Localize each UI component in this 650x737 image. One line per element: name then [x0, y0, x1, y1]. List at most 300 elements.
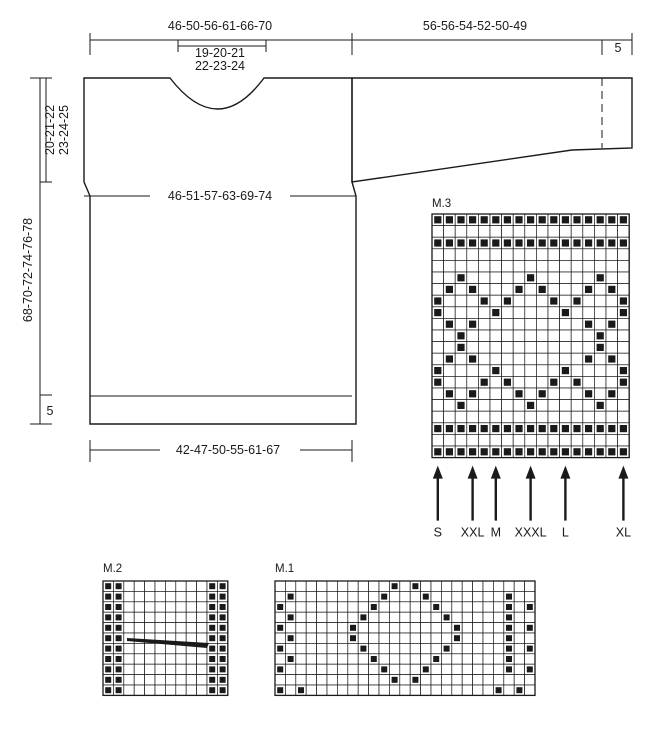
grid-cell [478, 318, 490, 330]
filled-stitch [539, 390, 546, 397]
grid-cell [197, 623, 207, 633]
filled-stitch [550, 297, 557, 304]
grid-cell [493, 664, 503, 674]
grid-cell [134, 654, 144, 664]
grid-cell [400, 612, 410, 622]
filled-stitch [209, 614, 215, 620]
grid-cell [165, 685, 175, 695]
grid-cell [155, 664, 165, 674]
grid-cell [493, 591, 503, 601]
grid-cell [618, 353, 630, 365]
grid-cell [455, 411, 467, 423]
grid-cell [197, 654, 207, 664]
grid-cell [369, 581, 379, 591]
filled-stitch [454, 625, 460, 631]
grid-cell [275, 654, 285, 664]
grid-cell [467, 434, 479, 446]
grid-cell [306, 654, 316, 664]
filled-stitch [562, 425, 569, 432]
grid-cell [431, 623, 441, 633]
filled-stitch [434, 297, 441, 304]
filled-stitch [539, 216, 546, 223]
filled-stitch [105, 635, 111, 641]
filled-stitch [620, 309, 627, 316]
filled-stitch [371, 656, 377, 662]
grid-cell [134, 602, 144, 612]
grid-cell [571, 353, 583, 365]
grid-cell [455, 376, 467, 388]
grid-cell [583, 295, 595, 307]
filled-stitch [381, 666, 387, 672]
filled-stitch [504, 448, 511, 455]
grid-cell [467, 272, 479, 284]
size-marker-arrow-head [468, 466, 478, 479]
grid-cell [525, 591, 535, 601]
grid-cell [421, 675, 431, 685]
total-length-label: 68-70-72-74-76-78 [21, 217, 35, 323]
grid-cell [441, 602, 451, 612]
grid-cell [348, 685, 358, 695]
grid-cell [483, 664, 493, 674]
grid-cell [536, 307, 548, 319]
filled-stitch [209, 666, 215, 672]
grid-cell [502, 365, 514, 377]
grid-cell [594, 365, 606, 377]
filled-stitch [105, 646, 111, 652]
grid-cell [455, 434, 467, 446]
filled-stitch [597, 425, 604, 432]
grid-cell [548, 272, 560, 284]
grid-cell [514, 633, 524, 643]
grid-cell [444, 272, 456, 284]
size-marker-label: M [490, 525, 502, 540]
grid-cell [502, 249, 514, 261]
grid-cell [502, 388, 514, 400]
size-marker-arrow-head [526, 466, 536, 479]
grid-cell [431, 581, 441, 591]
grid-cell [285, 643, 295, 653]
grid-cell [165, 612, 175, 622]
filled-stitch [515, 216, 522, 223]
grid-cell [478, 388, 490, 400]
grid-cell [285, 602, 295, 612]
filled-stitch [116, 646, 122, 652]
grid-cell [513, 307, 525, 319]
chart-m3-size-markers [433, 466, 631, 540]
grid-cell [571, 318, 583, 330]
filled-stitch [527, 666, 533, 672]
grid-cell [490, 330, 502, 342]
filled-stitch [562, 216, 569, 223]
grid-cell [536, 226, 548, 238]
grid-cell [410, 685, 420, 695]
grid-cell [431, 643, 441, 653]
grid-cell [337, 675, 347, 685]
size-marker-label: L [561, 525, 569, 540]
grid-cell [536, 411, 548, 423]
grid-cell [124, 643, 134, 653]
grid-cell [504, 675, 514, 685]
grid-cell [410, 612, 420, 622]
grid-cell [306, 685, 316, 695]
grid-cell [441, 633, 451, 643]
filled-stitch [573, 297, 580, 304]
grid-cell [306, 602, 316, 612]
grid-cell [606, 226, 618, 238]
filled-stitch [469, 321, 476, 328]
filled-stitch [550, 239, 557, 246]
filled-stitch [506, 666, 512, 672]
size-marker-label: S [433, 525, 442, 540]
grid-cell [513, 342, 525, 354]
grid-cell [525, 376, 537, 388]
grid-cell [444, 400, 456, 412]
filled-stitch [585, 239, 592, 246]
grid-cell [478, 249, 490, 261]
grid-cell [400, 602, 410, 612]
filled-stitch [506, 635, 512, 641]
filled-stitch [423, 594, 429, 600]
grid-cell [186, 654, 196, 664]
grid-cell [444, 330, 456, 342]
grid-cell [327, 654, 337, 664]
grid-cell [369, 612, 379, 622]
grid-cell [306, 612, 316, 622]
grid-cell [483, 602, 493, 612]
filled-stitch [504, 297, 511, 304]
grid-cell [594, 376, 606, 388]
grid-cell [432, 411, 444, 423]
grid-cell [583, 400, 595, 412]
grid-cell [410, 643, 420, 653]
grid-cell [317, 602, 327, 612]
filled-stitch [220, 625, 226, 631]
grid-cell [583, 272, 595, 284]
grid-cell [452, 675, 462, 685]
grid-cell [455, 226, 467, 238]
grid-cell [410, 591, 420, 601]
filled-stitch [105, 656, 111, 662]
grid-cell [145, 612, 155, 622]
grid-cell [155, 591, 165, 601]
filled-stitch [504, 379, 511, 386]
grid-cell [548, 330, 560, 342]
grid-cell [358, 602, 368, 612]
grid-cell [389, 591, 399, 601]
grid-cell [536, 434, 548, 446]
grid-cell [165, 602, 175, 612]
grid-cell [502, 307, 514, 319]
grid-cell [285, 581, 295, 591]
grid-cell [452, 643, 462, 653]
filled-stitch [288, 614, 294, 620]
grid-cell [124, 612, 134, 622]
grid-cell [306, 623, 316, 633]
grid-cell [490, 284, 502, 296]
sleeve-length-label: 56-56-54-52-50-49 [422, 19, 528, 33]
filled-stitch [515, 390, 522, 397]
grid-cell [145, 664, 155, 674]
grid-cell [525, 284, 537, 296]
grid-cell [134, 581, 144, 591]
grid-cell [134, 664, 144, 674]
filled-stitch [434, 216, 441, 223]
filled-stitch [597, 216, 604, 223]
grid-cell [348, 581, 358, 591]
garment-body [84, 78, 356, 424]
grid-cell [165, 581, 175, 591]
grid-cell [583, 307, 595, 319]
grid-cell [502, 342, 514, 354]
filled-stitch [220, 666, 226, 672]
grid-cell [379, 581, 389, 591]
filled-stitch [608, 286, 615, 293]
grid-cell [400, 685, 410, 695]
filled-stitch [277, 625, 283, 631]
grid-cell [444, 249, 456, 261]
grid-cell [317, 643, 327, 653]
grid-cell [327, 633, 337, 643]
grid-cell [462, 685, 472, 695]
grid-cell [441, 581, 451, 591]
grid-cell [548, 284, 560, 296]
filled-stitch [597, 402, 604, 409]
grid-cell [444, 365, 456, 377]
filled-stitch [116, 625, 122, 631]
grid-cell [525, 612, 535, 622]
grid-cell [400, 664, 410, 674]
grid-cell [452, 602, 462, 612]
grid-cell [431, 612, 441, 622]
grid-cell [369, 643, 379, 653]
grid-cell [618, 249, 630, 261]
grid-cell [514, 581, 524, 591]
grid-cell [455, 307, 467, 319]
grid-cell [327, 643, 337, 653]
grid-cell [400, 675, 410, 685]
grid-cell [410, 664, 420, 674]
grid-cell [455, 260, 467, 272]
armhole-depth-line2: 23-24-25 [57, 104, 71, 156]
grid-cell [145, 675, 155, 685]
filled-stitch [209, 677, 215, 683]
grid-cell [606, 307, 618, 319]
grid-cell [317, 654, 327, 664]
filled-stitch [116, 656, 122, 662]
filled-stitch [506, 614, 512, 620]
grid-cell [594, 226, 606, 238]
grid-cell [618, 226, 630, 238]
filled-stitch [350, 635, 356, 641]
grid-cell [493, 623, 503, 633]
chest-width-label: 46-51-57-63-69-74 [167, 189, 273, 203]
filled-stitch [444, 646, 450, 652]
grid-cell [327, 581, 337, 591]
grid-cell [337, 654, 347, 664]
filled-stitch [350, 625, 356, 631]
grid-cell [462, 643, 472, 653]
grid-cell [606, 295, 618, 307]
grid-cell [462, 654, 472, 664]
filled-stitch [562, 239, 569, 246]
grid-cell [618, 434, 630, 446]
filled-stitch [209, 583, 215, 589]
size-marker-arrow-head [618, 466, 628, 479]
grid-cell [606, 342, 618, 354]
filled-stitch [562, 309, 569, 316]
grid-cell [462, 623, 472, 633]
grid-cell [548, 249, 560, 261]
grid-cell [410, 654, 420, 664]
filled-stitch [277, 604, 283, 610]
grid-cell [467, 365, 479, 377]
grid-cell [618, 272, 630, 284]
grid-cell [525, 295, 537, 307]
grid-cell [483, 643, 493, 653]
grid-cell [197, 675, 207, 685]
grid-cell [275, 675, 285, 685]
filled-stitch [504, 216, 511, 223]
filled-stitch [469, 216, 476, 223]
filled-stitch [116, 687, 122, 693]
grid-cell [525, 318, 537, 330]
filled-stitch [434, 425, 441, 432]
chart-m1-grid [275, 581, 535, 695]
grid-cell [165, 664, 175, 674]
grid-cell [186, 623, 196, 633]
filled-stitch [412, 677, 418, 683]
grid-cell [431, 664, 441, 674]
filled-stitch [515, 425, 522, 432]
grid-cell [502, 272, 514, 284]
grid-cell [186, 685, 196, 695]
grid-cell [186, 612, 196, 622]
grid-cell [467, 411, 479, 423]
grid-cell [400, 633, 410, 643]
grid-cell [525, 675, 535, 685]
grid-cell [536, 330, 548, 342]
grid-cell [502, 260, 514, 272]
grid-cell [560, 434, 572, 446]
grid-cell [583, 260, 595, 272]
grid-cell [618, 330, 630, 342]
grid-cell [514, 591, 524, 601]
filled-stitch [608, 448, 615, 455]
grid-cell [513, 226, 525, 238]
grid-cell [432, 434, 444, 446]
grid-cell [379, 685, 389, 695]
filled-stitch [506, 656, 512, 662]
grid-cell [134, 612, 144, 622]
grid-cell [369, 591, 379, 601]
grid-cell [473, 685, 483, 695]
grid-cell [490, 400, 502, 412]
grid-cell [285, 685, 295, 695]
filled-stitch [515, 448, 522, 455]
grid-cell [441, 685, 451, 695]
filled-stitch [527, 216, 534, 223]
grid-cell [618, 342, 630, 354]
filled-stitch [392, 583, 398, 589]
grid-cell [369, 633, 379, 643]
filled-stitch [446, 239, 453, 246]
chart-m3-grid [432, 214, 629, 458]
grid-cell [186, 664, 196, 674]
filled-stitch [116, 604, 122, 610]
grid-cell [473, 654, 483, 664]
grid-cell [490, 226, 502, 238]
filled-stitch [288, 635, 294, 641]
grid-cell [327, 664, 337, 674]
grid-cell [513, 260, 525, 272]
grid-cell [618, 388, 630, 400]
sleeve-cuff-label: 5 [614, 41, 622, 55]
filled-stitch [116, 677, 122, 683]
filled-stitch [539, 425, 546, 432]
grid-cell [444, 295, 456, 307]
grid-cell [513, 272, 525, 284]
grid-cell [296, 675, 306, 685]
grid-cell [410, 602, 420, 612]
filled-stitch [433, 656, 439, 662]
grid-cell [389, 643, 399, 653]
grid-cell [513, 353, 525, 365]
filled-stitch [597, 344, 604, 351]
grid-cell [583, 226, 595, 238]
grid-cell [483, 633, 493, 643]
grid-cell [432, 400, 444, 412]
grid-cell [444, 307, 456, 319]
filled-stitch [469, 425, 476, 432]
grid-cell [513, 376, 525, 388]
filled-stitch [434, 448, 441, 455]
grid-cell [389, 664, 399, 674]
filled-stitch [105, 687, 111, 693]
filled-stitch [539, 239, 546, 246]
grid-cell [478, 284, 490, 296]
grid-cell [155, 643, 165, 653]
grid-cell [176, 612, 186, 622]
grid-cell [594, 388, 606, 400]
filled-stitch [116, 614, 122, 620]
filled-stitch [527, 604, 533, 610]
grid-cell [176, 654, 186, 664]
grid-cell [493, 602, 503, 612]
filled-stitch [550, 216, 557, 223]
grid-cell [197, 602, 207, 612]
grid-cell [197, 633, 207, 643]
grid-cell [606, 249, 618, 261]
grid-cell [421, 654, 431, 664]
grid-cell [548, 411, 560, 423]
grid-cell [606, 434, 618, 446]
grid-cell [493, 675, 503, 685]
grid-cell [155, 623, 165, 633]
grid-cell [571, 307, 583, 319]
filled-stitch [481, 216, 488, 223]
grid-cell [571, 260, 583, 272]
grid-cell [490, 434, 502, 446]
filled-stitch [573, 239, 580, 246]
filled-stitch [481, 239, 488, 246]
grid-cell [514, 664, 524, 674]
grid-cell [337, 633, 347, 643]
grid-cell [358, 675, 368, 685]
filled-stitch [288, 594, 294, 600]
grid-cell [536, 272, 548, 284]
grid-cell [473, 581, 483, 591]
grid-cell [317, 633, 327, 643]
